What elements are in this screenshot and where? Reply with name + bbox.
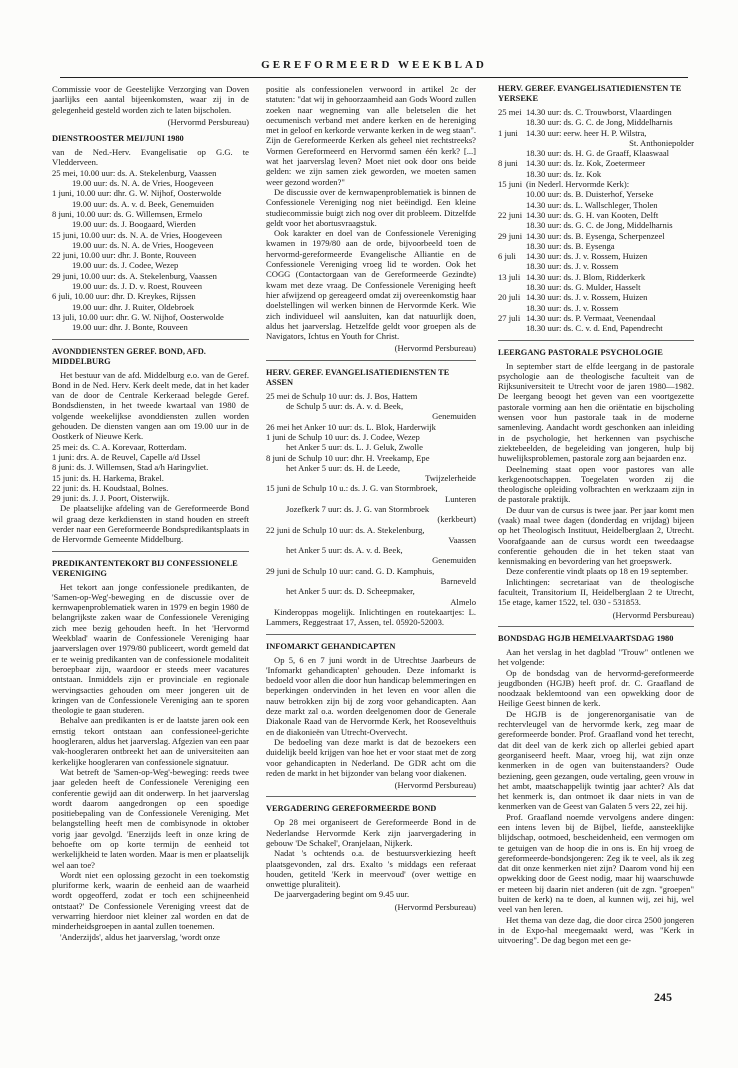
section-divider: [266, 796, 476, 797]
schedule-line: 22 juni de Schulp 10 uur: ds. A. Stekelenburg,: [266, 524, 425, 535]
page-number: 245: [654, 990, 672, 1004]
service-line: 22 juni: ds. H. Koudstaal, Bolnes.: [52, 482, 169, 493]
bondsdag-paragraph: Prof. Graafland noemde vervolgens andere dingen: een intens leven bij de Bijbel, liefde, aansteeklijke blijdschap, ootmoed, bescheidenheid, een vermogen om te getuigen van de hoop die in ons is. En hij vroeg de gereformeerde-bondsjongeren: Zeg ik te veel, als ik zeg dat dit onze kenmerken niet zijn? Daarom vond hij een opwekking door de Geest nodig, maar hij waarschuwde er meteen bij daarin niet anderen (uit de zgn. "groepen" buiten de kerk) na te doen, al kunnen wij, zei hij, wel veel van hen leren.: [498, 811, 694, 915]
yerseke-heading: HERV. GEREF. EVANGELISATIEDIENSTEN TE YERSEKE: [498, 84, 682, 103]
yerseke-line: 15 juni (in Nederl. Hervormde Kerk):: [498, 179, 630, 190]
roster-line: 19.00 uur: ds. N. A. de Vries, Hoogeveen: [72, 178, 214, 189]
schedule-line-place: Lunteren: [444, 493, 476, 504]
section-divider: [266, 634, 476, 635]
schedule-line: het Anker 5 uur: ds. L. J. Geluk, Zwolle: [286, 442, 424, 453]
service-line: 25 mei: ds. C. A. Korevaar, Rotterdam.: [52, 441, 187, 452]
infomarkt-signature: (Hervormd Persbureau): [394, 780, 476, 791]
header-rule: [60, 77, 688, 78]
yerseke-line: 18.30 uur: ds. G. C. de Jong, Middelharnis: [526, 220, 673, 231]
yerseke-line: 22 juni 14.30 uur: ds. G. H. van Kooten, Delft: [498, 209, 659, 220]
section-divider: [52, 339, 249, 340]
confessionele-signature: (Hervormd Persbureau): [394, 343, 476, 354]
avonddiensten-paragraph: Het bestuur van de afd. Middelburg e.o. van de Geref. Bond in de Ned. Herv. Kerk deelt mede, dat in het kader van de door de Centrale Kerkeraad belegde Geref. Bondsdiensten, in het tweede kwartaal van 1980 de volgende weekelijkse avonddiensten zullen worden gehouden. De diensten vangen aan om 19.00 uur in de Oostkerk of Nieuwe Kerk.: [52, 369, 249, 442]
bondsdag-heading: BONDSDAG HGJB HEMELVAARTSDAG 1980: [498, 633, 674, 643]
dienstrooster-heading: DIENSTROOSTER MEI/JUNI 1980: [52, 134, 184, 144]
schedule-line: Jozefkerk 7 uur: ds. J. G. van Stormbroek: [286, 503, 430, 514]
roster-line: 19.00 uur: dhr. J. Ruiter, Oldebroek: [72, 301, 195, 312]
yerseke-line: 25 mei 14.30 uur: ds. C. Trouwborst, Vlaardingen: [498, 107, 672, 117]
schedule-line: 26 mei het Anker 10 uur: ds. L. Blok, Harderwijk: [266, 421, 436, 432]
roster-line: 19.00 uur: ds. J. Boogaard, Wierden: [72, 219, 196, 230]
schedule-line: 15 juni de Schulp 10 u.: ds. J. G. van Stormbroek,: [266, 483, 438, 494]
bondsdag-paragraph: De HGJB is de jongerenorganisatie van de rechtervleugel van de hervormde kerk, zeg maar de gereformeerde bonder. Prof. Graafland vond het terecht, dat dit deel van de kerk zich op allerlei gebied apart georganiseerd heeft. Maar, vroeg hij, wat zijn onze kenmerken in de ogen van buitenstaanders? Oude beziening, geen gezangen, oude vertaling, geen vrouw in het ambt, maatschappelijk twintig jaar achter? Als dat het kenmerk is, dan ontmoet ik daar niets in van de kenmerken van de Geest van Galaten 5 vers 22, zei hij.: [498, 708, 694, 812]
schedule-line: 1 juni de Schulp 10 uur: ds. J. Codee, Wezep: [266, 431, 420, 442]
dienstrooster-subtitle: van de Ned.-Herv. Evangelisatie op G.G. te Vledderveen.: [52, 147, 249, 168]
predikantentekort-paragraph: Behalve aan predikanten is er de laatste jaren ook een ernstig tekort ontstaan aan confessioneel-gerichte hoogleraren, aldus het jaarverslag. Afgezien van een paar vak-hoogleraren ontbreekt het aan de universiteiten aan kerkelijke hoogleraren van confessionele signatuur.: [52, 715, 249, 767]
leergang-paragraph: Inlichtingen: secretariaat van de theologische faculteit, Transitorium II, Heidelberglaan 2 te Utrecht, 15e etage, kamer 1522, tel. 030 - 531853.: [498, 576, 694, 608]
leergang-paragraph: Deelneming staat open voor pastores van alle kerkgenootschappen. Toegelaten worden zij die theologische opleiding volbrachten en werkzaam zijn in de pastorale praktijk.: [498, 463, 694, 505]
yerseke-line: 1 juni 14.30 uur: eerw. heer H. P. Wilstra,: [498, 127, 647, 138]
schedule-line: het Anker 5 uur: ds. H. de Leede,: [286, 462, 401, 473]
yerseke-line: 18.30 uur: ds. J. v. Rossem: [526, 302, 619, 313]
confessionele-continued: De discussie over de kernwapenproblematiek is binnen de Confessionele Vereniging nog niet beëindigd. Een kleine studiecommissie buigt zich nog over dit probleem. Ditzelfde geldt voor het abortusvraagstuk.: [266, 186, 476, 228]
yerseke-line: St. Anthoniepolder: [629, 137, 694, 148]
assen-schedule: [266, 391, 476, 607]
infomarkt-heading: INFOMARKT GEHANDICAPTEN: [266, 641, 396, 651]
assen-note: Kinderoppas mogelijk. Inlichtingen en routekaartjes: L. Lammers, Reggestraat 17, Assen, tel. 05920-52003.: [266, 606, 476, 628]
service-line: 8 juni: ds. J. Willemsen, Stad a/h Haringvliet.: [52, 462, 209, 473]
leergang-signature: (Hervormd Persbureau): [612, 609, 694, 620]
roster-line: 15 juni, 10.00 uur: ds. N. A. de Vries, Hoogeveen: [52, 229, 222, 240]
schedule-line: 29 juni de Schulp 10 uur: cand. G. D. Kamphuis,: [266, 565, 435, 576]
predikantentekort-paragraph: 'Anderzijds', aldus het jaarverslag, 'wordt onze: [60, 931, 220, 942]
predikantentekort-paragraph: Het tekort aan jonge confessionele predikanten, de 'Samen-op-Weg'-beweging en de discussie over de kernwapenproblematiek waren in 1979 en begin 1980 de belangrijkste zaken waar de Confessionele Vereniging zich mee bezig gehouden heeft. In het 'Hervormd Weekblad' waarin de Confessionele Vereniging haar jaarverslagen over 1979/80 publiceert, wordt gemeld dat er te weinig predikanten van de confessionele modaliteit beroepbaar zijn, waardoor er steeds meer vacatures ontstaan. Inmiddels zijn er provinciale en regionale wervingsacties gehouden om meer jongeren uit de kringen van de Confessionele Vereniging aan te sporen theologie te gaan studeren.: [52, 581, 249, 716]
yerseke-line: 18.30 uur: ds. G. Mulder, Hasselt: [526, 282, 641, 293]
schedule-line: 8 juni de Schulp 10 uur: dhr. H. Vreekamp, Epe: [266, 452, 430, 463]
leergang-paragraph: In september start de elfde leergang in de pastorale psychologie aan de theologische faculteit van de Rijksuniversiteit te Utrecht voor de jaren 1980—1982. De leergang beoogt het geven van een voortgezette pastorale vorming aan hen die oriëntatie en bijscholing wensen voor hun pastorale taak in de moderne samenleving. Aandacht wordt geschonken aan inleiding in de psychologie, het herkennen van psychische ziektebeelden, de begeleiding van jongeren, hulp bij huwelijksproblemen, pastorale zorg aan bejaarden enz.: [498, 360, 694, 464]
vergadering-paragraph: De jaarvergadering begint om 9.45 uur.: [274, 889, 410, 900]
roster-line: 22 juni, 10.00 uur: dhr. J. Bonte, Rouveen: [52, 250, 197, 261]
assen-heading: HERV. GEREF. EVANGELISATIEDIENSTEN TE ASSEN: [266, 367, 450, 387]
schedule-line-place: Vaassen: [448, 534, 476, 545]
schedule-line: 25 mei de Schulp 10 uur: ds. J. Bos, Hattem: [266, 390, 418, 401]
yerseke-line: 18.30 uur: ds. G. C. de Jong, Middelharnis: [526, 117, 673, 128]
column-2: [266, 84, 476, 912]
intro-paragraph: Commissie voor de Geestelijke Verzorging van Doven jaarlijks een aantal bijeenkomsten, waar zij in de gelegenheid gesteld worden zich te laten bijscholen.: [52, 84, 249, 115]
bondsdag-paragraph: Op de bondsdag van de hervormd-gereformeerde jeugdbonden (HGJB) heeft prof. dr. C. Graafland de noodzaak beklemtoond van een opwekking door de Heilige Geest binnen de kerk.: [498, 667, 694, 709]
intro-signature: (Hervormd Persbureau): [167, 116, 249, 127]
yerseke-line: 18.30 uur: ds. H. G. de Graaff, Klaaswaal: [526, 148, 670, 159]
leergang-paragraph: De duur van de cursus is twee jaar. Per jaar komt men (vaak) maal twee dagen (donderdag en vrijdag) bijeen op het Theologisch Instituut, Heidelberglaan 2, Utrecht. Voorafgaande aan de cursus wordt een tweedaagse conferentie gehouden die in het teken staat van kennismaking en bevordering van het groepswerk.: [498, 504, 694, 567]
leergang-paragraph: Deze conferentie vindt plaats op 18 en 19 september.: [506, 566, 689, 577]
yerseke-schedule: [498, 107, 694, 334]
section-divider: [266, 360, 476, 361]
magazine-title: GEREFORMEERD WEEKBLAD: [261, 59, 487, 71]
avonddiensten-paragraph-2: De plaatselijke afdeling van de Gereformeerde Bond wil graag deze kerkdiensten in stand houden en streeft verder naar een Gereformeerde Bondspredikantsplaats in de Hervormde Gemeente Middelburg.: [52, 503, 249, 545]
roster-line: 8 juni, 10.00 uur: ds. G. Willemsen, Ermelo: [52, 208, 203, 219]
yerseke-line: 29 juni 14.30 uur: ds. B. Eysenga, Scherpenzeel: [498, 230, 665, 241]
roster-line: 13 juli, 10.00 uur: dhr. G. W. Nijhof, Oosterwolde: [52, 311, 224, 322]
roster-line: 19.00 uur: dhr. J. Bonte, Rouveen: [72, 322, 188, 333]
section-divider: [498, 340, 694, 341]
leergang-heading: LEERGANG PASTORALE PSYCHOLOGIE: [498, 347, 663, 357]
vergadering-paragraph: Op 28 mei organiseert de Gereformeerde Bond in de Nederlandse Hervormde Kerk zijn jaarvergadering in gebouw 'De Schakel', Oranjelaan, Nijkerk.: [266, 817, 476, 848]
schedule-line-place: (kerkbeurt): [437, 514, 476, 525]
schedule-line: de Schulp 5 uur: ds. A. v. d. Beek,: [286, 401, 404, 412]
yerseke-line: 10.00 uur: ds. B. Duisterhof, Yerseke: [526, 189, 654, 200]
vergadering-paragraph: Nadat 's ochtends o.a. de bestuursverkiezing heeft plaatsgevonden, zal drs. Exalto 's middags een referaat houden, getiteld 'Kerk in meervoud' (over wettige en onwettige pluraliteit).: [266, 848, 476, 890]
confessionele-continued: positie als confessionelen verwoord in artikel 2c der statuten: "dat wij in gehoorzaamheid aan Gods Woord zullen zoeken naar wegneming van alle beletselen die het oecumenisch verband met andere kerken en de hereniging met in geloof en kerkorde verwante kerken in de weg staan". Zijn de Gereformeerde Kerken als geheel niet rechtstreeks? Vormen Gereformeerd en Hervormd samen één kerk? [...] wat het jaarverslag leven? Moet niet ook door ons beide gelden: we zijn samen ziek geworden, we moeten samen weer gezond worden?": [266, 84, 476, 187]
yerseke-line: 20 juli 14.30 uur: ds. J. v. Rossem, Huizen: [498, 292, 648, 303]
yerseke-line: 18.30 uur: ds. B. Eysenga: [526, 240, 615, 251]
roster-line: 19.00 uur: ds. N. A. de Vries, Hoogeveen: [72, 239, 214, 250]
confessionele-continued: Ook karakter en doel van de Confessionele Vereniging kwamen in 1979/80 aan de orde, bijvoorbeeld toen de hervormd-gereformeerde Evangelische Alliantie en de Confessionele Vereniging vroeg lid te worden. Ook het COGG (Contactorgaan van de Gereformeerde Gezindte) kwam met deze vraag. De Confessionele Vereniging heeft hier afwijzend op gereageerd omdat zij overeenkomstig haar doelstellingen wil werken binnen de Hervormde Kerk. Wie zich individueel wil aansluiten, kan dat natuurlijk doen, aldus het jaarverslag. Hetzelfde geldt voor groepen als de Navigators, Ichtus en Youth for Christ.: [266, 228, 476, 342]
roster-line: 19.00 uur: ds. J. Codee, Wezep: [72, 260, 179, 271]
schedule-line: het Anker 5 uur: ds. D. Scheepmaker,: [286, 586, 415, 597]
page-header: [60, 59, 688, 73]
roster-line: 25 mei, 10.00 uur: ds. A. Stekelenburg, Vaassen: [52, 167, 217, 178]
predikantentekort-paragraph: Wat betreft de 'Samen-op-Weg'-beweging: reeds twee jaar geleden heeft de Confessionele Vereniging een conferentie gewijd aan dit onderwerp. In het jaarverslag wordt daarom aangedrongen op een spoedige positiebepaling van de Confessionele Vereniging. Met belangstelling heeft men de combisynode in oktober vorig jaar gevolgd. 'Enerzijds leeft in onze kring de behoefte om op korte termijn de eenheid tot werkelijkheid te laten worden. Maar is men er plaatselijk wel aan toe?: [52, 766, 249, 870]
schedule-line-place: Genemuiden: [432, 555, 476, 566]
yerseke-line: 27 juli 14.30 uur: ds. P. Vermaat, Veenendaal: [498, 312, 656, 323]
bondsdag-paragraph: Aan het verslag in het dagblad "Trouw" ontlenen we het volgende:: [498, 646, 694, 668]
schedule-line-place: Almelo: [450, 596, 476, 607]
service-line: 15 juni: ds. H. Harkema, Brakel.: [52, 472, 164, 483]
roster-line: 19.00 uur: ds. J. D. v. Roest, Rouveen: [72, 281, 203, 292]
yerseke-line: 8 juni 14.30 uur: ds. Iz. Kok, Zoetermeer: [498, 158, 646, 169]
schedule-line-place: Twijzelerheide: [425, 473, 476, 484]
yerseke-line: 18.30 uur: ds. C. v. d. End, Papendrecht: [526, 323, 663, 334]
section-divider: [52, 551, 249, 552]
avonddiensten-heading: AVONDDIENSTEN GEREF. BOND, AFD. MIDDELBURG: [52, 346, 206, 366]
service-line: 1 juni: drs. A. de Reuvel, Capelle a/d IJssel: [52, 451, 201, 462]
predikantentekort-paragraph: Wordt niet een oplossing gezocht in een toekomstig pluriforme kerk, waarin de eenheid aan de waarheid wordt opgeofferd, zodat er toch een schijneenheid ontstaat?' De Confessionele Vereniging vreest dat de verwarring hierdoor niet kleiner zal worden en dat de minderheidsgroepen in aantal zullen toenemen.: [52, 869, 249, 932]
avonddiensten-list: [52, 442, 249, 504]
column-3: [498, 84, 694, 984]
service-line: 29 juni: ds. J. J. Poort, Oisterwijk.: [52, 493, 170, 504]
schedule-line: het Anker 5 uur: ds. A. v. d. Beek,: [286, 545, 403, 556]
bondsdag-paragraph: Het thema van deze dag, die door circa 2500 jongeren in de Expo-hal meegemaakt werd, was "Kerk in uitvoering". De dag begon met een ge-: [498, 914, 694, 946]
column-1: [52, 84, 249, 1044]
yerseke-line: 18.30 uur: ds. Iz. Kok: [526, 168, 602, 179]
infomarkt-paragraph: De bedoeling van deze markt is dat de bezoekers een duidelijk beeld krijgen van hoe het er voor staat met de zorg voor gehandicapten in Nederland. De GDR acht om die reden de markt in het bijzonder van belang voor diakenen.: [266, 736, 476, 778]
predikantentekort-heading: PREDIKANTENTEKORT BIJ CONFESSIONELE VERENIGING: [52, 558, 238, 578]
roster-line: 19.00 uur: ds. A. v. d. Beek, Genemuiden: [72, 198, 214, 209]
yerseke-line: 6 juli 14.30 uur: ds. J. v. Rossem, Huizen: [498, 251, 648, 262]
schedule-line-place: Barneveld: [440, 576, 476, 587]
roster-line: 1 juni, 10.00 uur: dhr. G. W. Nijhof, Oosterwolde: [52, 188, 222, 199]
schedule-line-place: Genemuiden: [432, 411, 476, 422]
yerseke-line: 14.30 uur: ds. L. Wallschleger, Tholen: [526, 199, 658, 210]
dienstrooster-list: [52, 168, 249, 333]
vergadering-heading: VERGADERING GEREFORMEERDE BOND: [266, 804, 437, 814]
roster-line: 29 juni, 10.00 uur: ds. A. Stekelenburg, Vaassen: [52, 270, 217, 281]
infomarkt-paragraph: Op 5, 6 en 7 juni wordt in de Utrechtse Jaarbeurs de 'Infomarkt gehandicapten' gehouden. Deze infomarkt is bedoeld voor allen die door hun handicap belemmeringen en beperkingen ondervinden in het leven en voor allen die nauw betrokken zijn bij de zorg voor gehandicapten. Aan deze markt zal o.a. worden deelgenomen door de Generale Diakonale Raad van de Hervormde Kerk, het Roosevelthuis en de diakonieën van Utrecht-Overvecht.: [266, 654, 476, 737]
vergadering-signature: (Hervormd Persbureau): [394, 901, 476, 912]
section-divider: [498, 626, 694, 627]
yerseke-line: 18.30 uur: ds. J. v. Rossem: [526, 261, 619, 272]
yerseke-line: 13 juli 14.30 uur: ds. J. Blom, Ridderkerk: [498, 271, 646, 282]
roster-line: 6 juli, 10.00 uur: dhr. D. Kreykes, Rijssen: [52, 291, 196, 302]
